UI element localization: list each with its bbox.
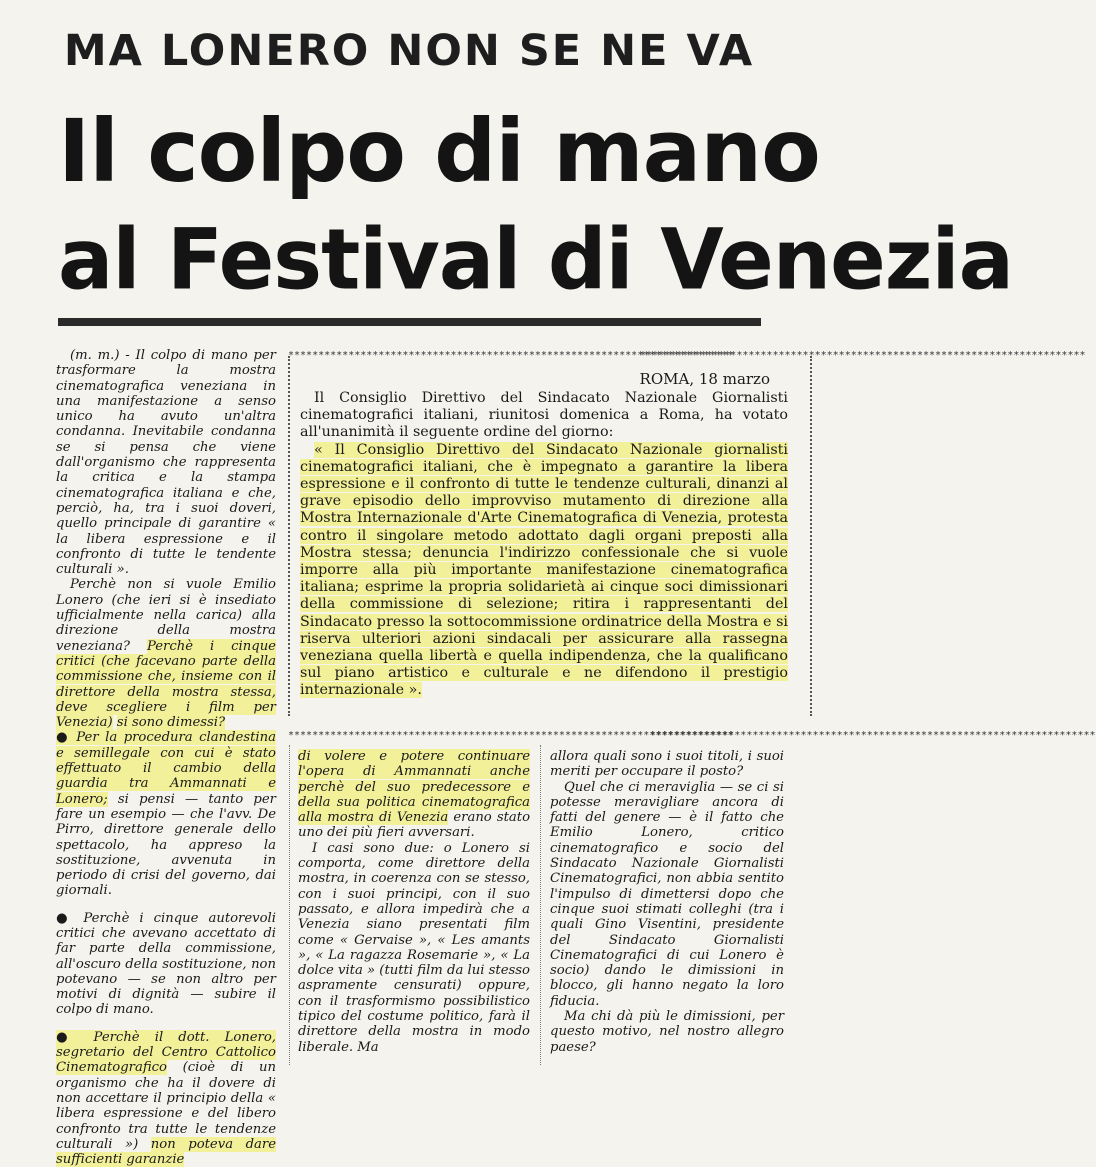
- middle-paragraph-1: [298, 749, 530, 841]
- left-p5-highlight-end: non poteva dare sufficienti garanzie: [56, 1136, 276, 1167]
- column-divider-2: [540, 745, 541, 1065]
- headline-line-2: al Festival di Venezia: [58, 212, 1013, 309]
- right-paragraph-1: allora quali sono i suoi titoli, i suoi meriti per occupare il posto?: [550, 749, 784, 780]
- statement-quote: [300, 442, 788, 700]
- left-p2-highlight: Perchè i cinque critici (che facevano parte della commissione che, insieme con il direttore della mostra stessa, deve scegliere i film per Venezia): [56, 638, 276, 731]
- column-divider-1: [289, 745, 290, 1065]
- left-p2-highlight-end: si sono dimessi?: [116, 715, 226, 731]
- box-bottom-stars-right: **************************************************************************: [650, 730, 1096, 741]
- left-paragraph-1: (m. m.) - Il colpo di mano per trasformare la mostra cinematografica veneziana in una manifestazione a senso unico ha avuto un'altra condanna. Inevitabile condanna se si pensa che viene dall'organismo che rappresenta la critica e la stampa cinematografica italiana e che, perciò, ha, tra i suoi doveri, quello principale di garantire « la libera espressione e il confronto di tutte le tendente culturali ».: [56, 348, 276, 578]
- statement-quote-highlight: « Il Consiglio Direttivo del Sindacato Nazionale giornalisti cinematografici italiani, che è impegnato a garantire la libera espressione e il confronto di tutte le tendenze culturali, dinanzi al grave episodio dello improvviso mutamento di direzione alla Mostra Internazionale d'Arte Cinematografica di Venezia, protesta contro il singolare metodo adottato dagli organi preposti alla Mostra stessa; denuncia l'indirizzo confessionale che si vuole imporre alla più importante manifestazione cinematografica italiana; esprime la propria solidarietà ai cinque soci dimissionari della commissione di selezione; ritira i rappresentanti del Sindacato presso la sottocommissione ordinatrice della Mostra e si riserva ulteriori azioni sindacali per assicurare alla rassegna veneziana quella libertà e quella indipendenza, che la qualificano sul piano artistico e culturale e ne difendono il prestigio internazionale ».: [300, 441, 788, 699]
- left-p3-highlight: ● Per la procedura clandestina e semillegale con cui è stato effettuato il cambio della guardia tra Ammannati e Lonero;: [56, 730, 276, 807]
- box-top-stars-right: **************************************************************************: [640, 350, 1086, 361]
- kicker-headline: MA LONERO NON SE NE VA: [63, 26, 755, 76]
- left-p5-text: (cioè di un organismo che ha il dovere di non accettare il principio della « libera espressione e del libero confronto tra tutte le tendenze culturali »): [56, 1060, 276, 1152]
- left-paragraph-2: [56, 577, 276, 730]
- headline-line-1: Il colpo di mano: [58, 102, 820, 202]
- box-bottom-stars-left: **************************************************************************: [288, 730, 734, 741]
- middle-p1-text: erano stato uno dei più fieri avversari.: [298, 810, 531, 841]
- dateline: ROMA, 18 marzo: [639, 370, 770, 388]
- left-column: [56, 348, 276, 1167]
- right-paragraph-3: Ma chi dà più le dimissioni, per questo motivo, nel nostro allegro paese?: [550, 1009, 784, 1055]
- left-p5-highlight: ● Perchè il dott. Lonero, segretario del Centro Cattolico Cinematografico: [56, 1029, 276, 1076]
- right-paragraph-2: Quel che ci meraviglia — se ci si potesse meravigliare ancora di fatti del genere — è il fatto che Emilio Lonero, critico cinematografico e socio del Sindacato Nazionale Giornalisti Cinematografici, non abbia sentito l'impulso di dimettersi dopo che cinque suoi stimati colleghi (tra i quali Gino Visentini, presidente del Sindacato Giornalisti Cinematografici di cui Lonero è socio) dando le dimissioni in blocco, gli hanno negato la loro fiducia.: [550, 779, 784, 1009]
- box-top-stars-left: **************************************************************************: [288, 350, 734, 361]
- headline-rule: [58, 318, 761, 326]
- left-paragraph-4: ● Perchè i cinque autorevoli critici che avevano accettato di far parte della commissione, all'oscuro della sostituzione, non potevano — se non altro per motivi di dignità — subire il colpo di mano.: [56, 910, 276, 1018]
- middle-paragraph-2: I casi sono due: o Lonero si comporta, come direttore della mostra, in coerenza con se stesso, con i suoi principi, con il suo passato, e allora impedirà che a Venezia siano presentati film come « Gervaise », « Les amants », « La ragazza Rosemarie », « La dolce vita » (tutti film da lui stesso aspramente censurati) oppure, con il trasformismo possibilistico tipico del costume politico, farà il direttore della mostra in modo liberale. Ma: [298, 840, 530, 1055]
- left-paragraph-3: [56, 730, 276, 898]
- left-p2-text: Perchè non si vuole Emilio Lonero (che ieri si è insediato ufficialmente nella carica) alla direzione della mostra veneziana?: [56, 577, 276, 654]
- left-p3-text: si pensi — tanto per fare un esempio — che l'avv. De Pirro, direttore generale dello spettacolo, ha appreso la sostituzione, avvenuta in periodo di crisi del governo, dai giornali.: [56, 791, 276, 899]
- middle-p1-highlight: di volere e potere continuare l'opera di Ammannati anche perchè del suo predecessore e della sua politica cinematografica alla mostra di Venezia: [298, 749, 530, 826]
- left-paragraph-5: [56, 1030, 276, 1167]
- right-column: [550, 749, 784, 1055]
- statement-text: [300, 390, 788, 700]
- statement-intro: Il Consiglio Direttivo del Sindacato Nazionale Giornalisti cinematografici italiani, riunitosi domenica a Roma, ha votato all'unanimità il seguente ordine del giorno:: [300, 390, 788, 441]
- middle-column: [298, 749, 530, 1055]
